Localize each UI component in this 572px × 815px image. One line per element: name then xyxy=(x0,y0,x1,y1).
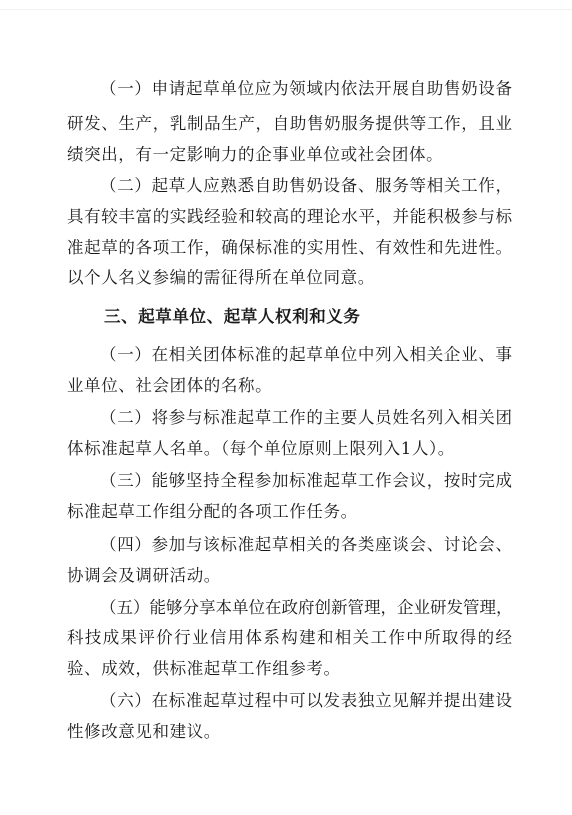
scan-edge-line xyxy=(0,9,572,10)
item-line: （五）能够分享本单位在政府创新管理，企业研发管理， xyxy=(100,598,513,617)
item-line: （一）在相关团体标准的起草单位中列入相关企业、事 xyxy=(100,345,512,364)
item-line: 业单位、社会团体的名称。 xyxy=(67,376,273,395)
paragraph-line: 准起草的各项工作，确保标准的实用性、有效性和先进性。 xyxy=(67,238,512,257)
item-line: 体标准起草人名单。（每个单位原则上限列入1人）。 xyxy=(67,439,455,458)
item-line: （三）能够坚持全程参加标准起草工作会议，按时完成 xyxy=(100,471,512,490)
item-line: （六）在标准起草过程中可以发表独立见解并提出建设 xyxy=(100,691,512,710)
section-heading: 三、起草单位、起草人权利和义务 xyxy=(104,307,361,326)
item-line: 验、成效，供标准起草工作组参考。 xyxy=(67,659,341,678)
item-line: 协调会及调研活动。 xyxy=(67,566,221,585)
paragraph-line: （一）申请起草单位应为领域内依法开展自助售奶设备 xyxy=(100,79,512,98)
item-line: 性修改意见和建议。 xyxy=(67,722,221,741)
item-line: 标准起草工作组分配的各项工作任务。 xyxy=(67,502,358,521)
item-line: 科技成果评价行业信用体系构建和相关工作中所取得的经 xyxy=(67,628,512,647)
paragraph-line: （二）起草人应熟悉自助售奶设备、服务等相关工作， xyxy=(100,176,512,195)
paragraph-line: 具有较丰富的实践经验和较高的理论水平，并能积极参与标 xyxy=(67,207,512,226)
paragraph-line: 绩突出，有一定影响力的企事业单位或社会团体。 xyxy=(67,145,444,164)
item-line: （二）将参与标准起草工作的主要人员姓名列入相关团 xyxy=(100,408,512,427)
item-line: （四）参加与该标准起草相关的各类座谈会、讨论会、 xyxy=(100,535,512,554)
paragraph-line: 以个人名义参编的需征得所在单位同意。 xyxy=(67,268,375,287)
paragraph-line: 研发、生产，乳制品生产，自助售奶服务提供等工作，且业 xyxy=(67,114,512,133)
